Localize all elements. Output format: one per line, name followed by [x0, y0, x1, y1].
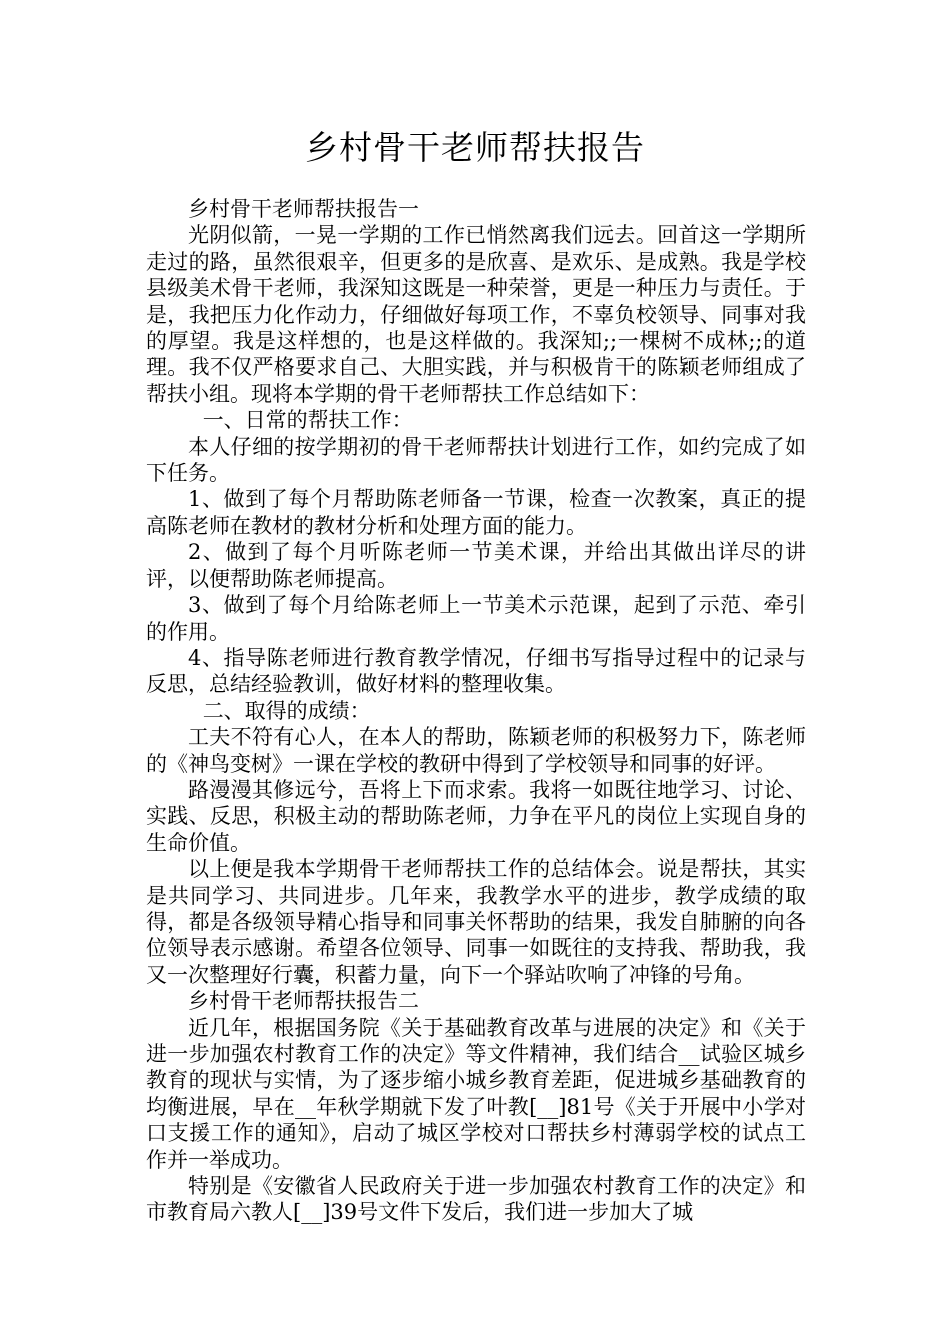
- paragraph-policy: 近几年，根据国务院《关于基础教育改革与进展的决定》和《关于进一步加强农村教育工作的决定》等文件精神，我们结合__试验区城乡教育的现状与实情，为了逐步缩小城乡教育差距，促进城乡基础教育的均衡进展，早在__年秋学期就下发了叶教[__]81号《关于开展中小学对口支援工作的通知》，启动了城区学校对口帮扶乡村薄弱学校的试点工作并一举成功。: [146, 1015, 806, 1172]
- paragraph-anhui: 特别是《安徽省人民政府关于进一步加强农村教育工作的决定》和市教育局六教人[__]39号文件下发后，我们进一步加大了城: [146, 1174, 806, 1225]
- document-body: [146, 196, 806, 1226]
- section-heading-achievements: 二、取得的成绩：: [202, 698, 371, 723]
- section-heading-report-one: 乡村骨干老师帮扶报告一: [188, 197, 419, 221]
- section-heading-daily-work: 一、日常的帮扶工作：: [202, 408, 413, 433]
- document-title: 乡村骨干老师帮扶报告: [305, 128, 645, 167]
- list-item-2: 2、做到了每个月听陈老师一节美术课，并给出其做出详尽的讲评，以便帮助陈老师提高。: [146, 540, 806, 591]
- paragraph-intro: 光阴似箭，一晃一学期的工作已悄然离我们远去。回首这一学期所走过的路，虽然很艰辛，但更多的是欣喜、是欢乐、是成熟。我是学校县级美术骨干老师，我深知这既是一种荣誉，更是一种压力与责任。于是，我把压力化作动力，仔细做好每项工作，不辜负校领导、同事对我的厚望。我是这样想的，也是这样做的。我深知;;一棵树不成林;;的道理。我不仅严格要求自己、大胆实践，并与积极肯干的陈颖老师组成了帮扶小组。现将本学期的骨干老师帮扶工作总结如下：: [146, 223, 806, 406]
- list-item-3: 3、做到了每个月给陈老师上一节美术示范课，起到了示范、牵引的作用。: [146, 593, 806, 644]
- paragraph-summary: 以上便是我本学期骨干老师帮扶工作的总结体会。说是帮扶，其实是共同学习、共同进步。几年来，我教学水平的进步，教学成绩的取得，都是各级领导精心指导和同事关怀帮助的结果，我发自肺腑的向各位领导表示感谢。希望各位领导、同事一如既往的支持我、帮助我，我又一次整理好行囊，积蓄力量，向下一个驿站吹响了冲锋的号角。: [146, 857, 806, 987]
- section-heading-report-two: 乡村骨干老师帮扶报告二: [188, 989, 419, 1014]
- list-item-1: 1、做到了每个月帮助陈老师备一节课，检查一次教案，真正的提高陈老师在教材的教材分析和处理方面的能力。: [146, 487, 806, 538]
- paragraph-plan: 本人仔细的按学期初的骨干老师帮扶计划进行工作，如约完成了如下任务。: [146, 434, 806, 486]
- paragraph-achievement: 工夫不符有心人，在本人的帮助，陈颖老师的积极努力下，陈老师的《神鸟变树》一课在学校的教研中得到了学校领导和同事的好评。: [146, 725, 806, 776]
- paragraph-outlook: 路漫漫其修远兮，吾将上下而求索。我将一如既往地学习、讨论、实践、反思，积极主动的帮助陈老师，力争在平凡的岗位上实现自身的生命价值。: [146, 777, 806, 855]
- list-item-4: 4、指导陈老师进行教育教学情况，仔细书写指导过程中的记录与反思，总结经验教训，做好材料的整理收集。: [146, 645, 806, 697]
